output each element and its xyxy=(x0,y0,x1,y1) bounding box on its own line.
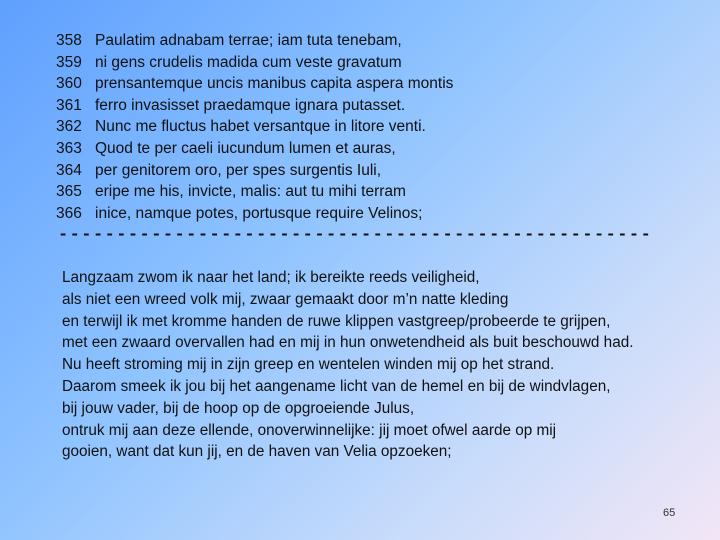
dutch-line: Nu heeft stroming mij in zijn greep en wentelen winden mij op het strand. xyxy=(62,356,555,374)
latin-line-text: Nunc me fluctus habet versantque in litore venti. xyxy=(95,118,426,136)
latin-line xyxy=(56,116,453,138)
dutch-line: ontruk mij aan deze ellende, onoverwinnelijke: jij moet ofwel aarde op mij xyxy=(62,421,557,439)
dutch-line: Langzaam zwom ik naar het land; ik bereikte reeds veiligheid, xyxy=(62,269,480,286)
page-number: 65 xyxy=(663,507,676,519)
latin-line xyxy=(56,30,453,52)
line-number: 364 xyxy=(56,161,82,179)
line-number: 365 xyxy=(56,183,82,201)
latin-line xyxy=(56,95,453,117)
latin-line-text: ferro invasisset praedamque ignara putasset. xyxy=(95,96,406,114)
latin-line xyxy=(56,52,453,74)
dutch-line: Daarom smeek ik jou bij het aangename licht van de hemel en bij de windvlagen, xyxy=(62,377,611,395)
latin-line-text: Quod te per caeli iucundum lumen et auras, xyxy=(95,139,396,157)
latin-line-text: Paulatim adnabam terrae; iam tuta tenebam, xyxy=(95,32,402,49)
line-number: 362 xyxy=(56,118,82,136)
latin-line xyxy=(56,160,453,182)
dashed-divider: --------------------------------------------------- xyxy=(58,226,653,245)
latin-text-block xyxy=(56,30,453,224)
dutch-line: en terwijl ik met kromme handen de ruwe klippen vastgreep/probeerde te grijpen, xyxy=(62,312,611,330)
latin-line xyxy=(56,73,453,95)
latin-line xyxy=(56,203,453,225)
line-number: 360 xyxy=(56,75,82,93)
dutch-line: bij jouw vader, bij de hoop op de opgroeiende Julus, xyxy=(62,399,415,417)
latin-line xyxy=(56,181,453,203)
line-number: 358 xyxy=(56,32,82,49)
dutch-line: als niet een wreed volk mij, zwaar gemaakt door m’n natte kleding xyxy=(62,290,509,308)
latin-line-text: eripe me his, invicte, malis: aut tu mihi terram xyxy=(95,183,406,201)
line-number: 363 xyxy=(56,139,82,157)
latin-line-text: prensantemque uncis manibus capita aspera montis xyxy=(95,75,454,93)
dutch-line: gooien, want dat kun jij, en de haven van Velia opzoeken; xyxy=(62,443,452,461)
latin-line-text: ni gens crudelis madida cum veste gravatum xyxy=(95,53,402,71)
dutch-translation-block xyxy=(62,267,633,463)
dutch-line: met een zwaard overvallen had en mij in hun onwetendheid als buit beschouwd had. xyxy=(62,334,634,352)
line-number: 366 xyxy=(56,204,82,222)
latin-line xyxy=(56,138,453,160)
line-number: 359 xyxy=(56,53,82,71)
latin-line-text: inice, namque potes, portusque require Velinos; xyxy=(95,204,423,222)
latin-line-text: per genitorem oro, per spes surgentis Iuli, xyxy=(95,161,382,179)
line-number: 361 xyxy=(56,96,82,114)
